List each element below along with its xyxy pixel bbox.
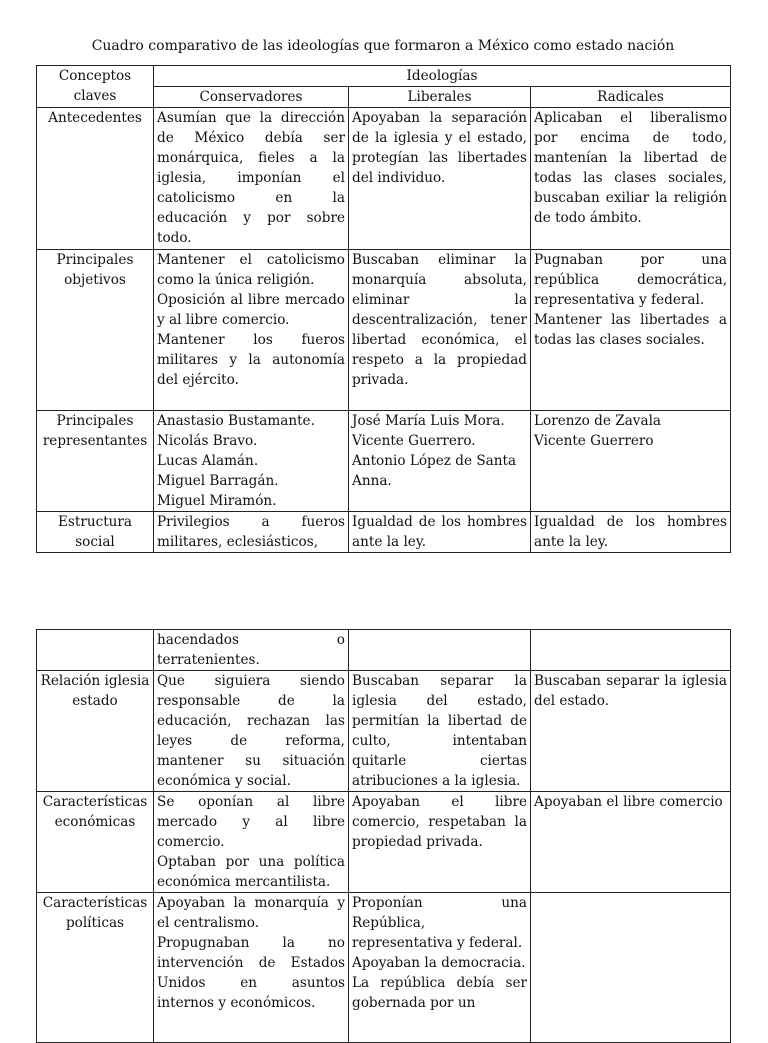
comparison-table-page-1 (36, 65, 731, 553)
document-title: Cuadro comparativo de las ideologías que formaron a México como estado nación (91, 38, 675, 54)
economicas-conservadores-item: Se oponían al libre mercado y al libre comercio. (157, 794, 345, 850)
politicas-liberales-item: Apoyaban la democracia. (352, 955, 526, 971)
politicas-conservadores-item: Apoyaban la monarquía y el centralismo. (157, 895, 345, 931)
objetivos-radicales-item: Mantener las libertades a todas las clases sociales. (534, 312, 728, 348)
objetivos-radicales-item: Pugnaban por una república democrática, representativa y federal. (534, 252, 728, 308)
estructura-radicales: Igualdad de los hombres ante la ley. (531, 512, 731, 553)
representante-name: Miguel Barragán. (157, 473, 279, 489)
estructura-liberales-continued (349, 630, 531, 671)
row-label-politicas: Características políticas (37, 893, 154, 1043)
iglesia-radicales: Buscaban separar la iglesia del estado. (531, 671, 731, 792)
header-radicales: Radicales (531, 87, 731, 108)
politicas-conservadores (154, 893, 349, 1043)
header-ideologias: Ideologías (154, 66, 731, 87)
iglesia-liberales: Buscaban separar la iglesia del estado, permitían la libertad de culto, intentaban quitarle ciertas atribuciones a la iglesia. (349, 671, 531, 792)
antecedentes-radicales: Aplicaban el liberalismo por encima de todo, mantenían la libertad de todas las clases sociales, buscaban exiliar la religión de todo ámbito. (531, 108, 731, 250)
row-label-economicas: Características económicas (37, 792, 154, 893)
representantes-liberales (349, 411, 531, 512)
representante-name: Miguel Miramón. (157, 493, 277, 509)
representantes-conservadores (154, 411, 349, 512)
representante-name: Antonio López de Santa Anna. (352, 453, 517, 489)
objetivos-radicales (531, 250, 731, 411)
objetivos-conservadores-item: Mantener el catolicismo como la única religión. (157, 252, 345, 288)
objetivos-liberales: Buscaban eliminar la monarquía absoluta, eliminar la descentralización, tener libertad económica, el respeto a la propiedad privada. (349, 250, 531, 411)
header-conservadores: Conservadores (154, 87, 349, 108)
politicas-liberales-item: La república debía ser gobernada por un (352, 975, 527, 1011)
objetivos-conservadores-item: Oposición al libre mercado y al libre comercio. (157, 292, 345, 328)
economicas-conservadores (154, 792, 349, 893)
row-label-iglesia: Relación iglesia estado (37, 671, 154, 792)
objetivos-conservadores (154, 250, 349, 411)
representante-name: Vicente Guerrero. (352, 433, 476, 449)
politicas-radicales (531, 893, 731, 1043)
representante-name: Lucas Alamán. (157, 453, 259, 469)
politicas-liberales (349, 893, 531, 1043)
representante-name: Lorenzo de Zavala (534, 413, 662, 429)
row-label-antecedentes: Antecedentes (37, 108, 154, 250)
iglesia-conservadores: Que siguiera siendo responsable de la educación, rechazan las leyes de reforma, mantener su situación económica y social. (154, 671, 349, 792)
header-liberales: Liberales (349, 87, 531, 108)
economicas-liberales: Apoyaban el libre comercio, respetaban la propiedad privada. (349, 792, 531, 893)
header-conceptos-claves: Conceptos claves (37, 66, 154, 108)
antecedentes-conservadores: Asumían que la dirección de México debía ser monárquica, fieles a la iglesia, imponían el catolicismo en la educación y por sobre todo. (154, 108, 349, 250)
estructura-conservadores-part2: hacendados o terratenientes. (154, 630, 349, 671)
estructura-conservadores-part1: Privilegios a fueros militares, eclesiásticos, (154, 512, 349, 553)
representante-name: Vicente Guerrero (534, 433, 654, 449)
row-label-representantes: Principales representantes (37, 411, 154, 512)
comparison-table-page-2 (36, 629, 731, 1043)
politicas-liberales-item: Proponían una República, representativa y federal. (352, 895, 527, 951)
row-label-objetivos: Principales objetivos (37, 250, 154, 411)
antecedentes-liberales: Apoyaban la separación de la iglesia y el estado, protegían las libertades del individuo. (349, 108, 531, 250)
economicas-radicales: Apoyaban el libre comercio (531, 792, 731, 893)
politicas-conservadores-item: Propugnaban la no intervención de Estados Unidos en asuntos internos y económicos. (157, 935, 345, 1011)
row-label-estructura: Estructura social (37, 512, 154, 553)
representantes-radicales (531, 411, 731, 512)
representante-name: Nicolás Bravo. (157, 433, 258, 449)
economicas-conservadores-item: Optaban por una política económica mercantilista. (157, 854, 345, 890)
representante-name: Anastasio Bustamante. (157, 413, 315, 429)
estructura-radicales-continued (531, 630, 731, 671)
estructura-label-continued (37, 630, 154, 671)
estructura-liberales: Igualdad de los hombres ante la ley. (349, 512, 531, 553)
representante-name: José María Luis Mora. (352, 413, 505, 429)
objetivos-conservadores-item: Mantener los fueros militares y la autonomía del ejército. (157, 332, 345, 388)
